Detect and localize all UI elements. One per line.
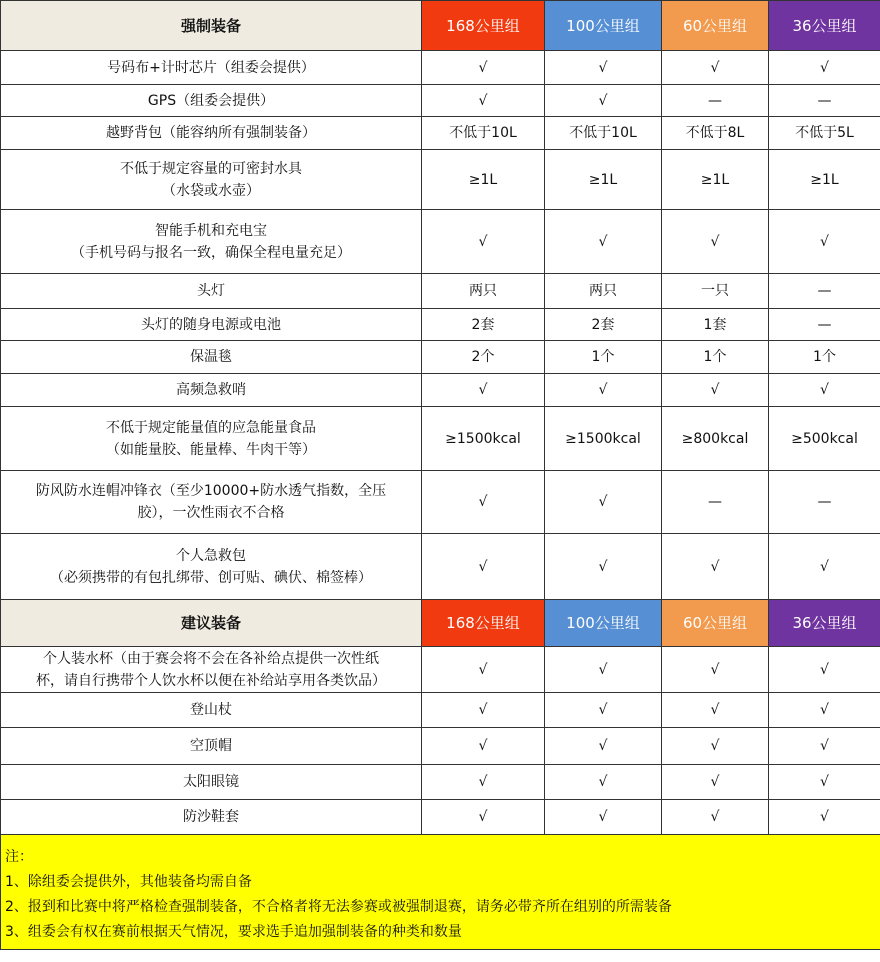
requirement-cell: √	[545, 693, 662, 728]
equipment-item-line: 登山杖	[190, 702, 232, 718]
requirement-cell: ≥1L	[769, 150, 880, 210]
suggested-row	[1, 765, 880, 800]
requirement-cell: 1个	[662, 341, 769, 374]
requirement-cell: √	[422, 85, 545, 117]
mandatory-header-row	[1, 1, 880, 51]
requirement-cell: ≥1L	[545, 150, 662, 210]
equipment-item-cell	[1, 374, 422, 407]
requirement-cell: 1套	[662, 309, 769, 341]
requirement-cell: 1个	[769, 341, 880, 374]
requirement-cell: 不低于8L	[662, 117, 769, 150]
equipment-item-cell	[1, 210, 422, 274]
requirement-cell: 不低于10L	[422, 117, 545, 150]
requirement-cell: √	[662, 51, 769, 85]
note-line: 1、除组委会提供外，其他装备均需自备	[5, 874, 252, 890]
equipment-item-line: （如能量胶、能量棒、牛肉干等）	[106, 441, 316, 458]
equipment-item-cell	[1, 647, 422, 693]
requirement-cell: √	[422, 765, 545, 800]
note-line: 3、组委会有权在赛前根据天气情况，要求选手追加强制装备的种类和数量	[5, 924, 462, 940]
equipment-item-line: 空顶帽	[190, 738, 232, 754]
requirement-cell: √	[769, 765, 880, 800]
requirement-cell: —	[769, 85, 880, 117]
requirement-cell: √	[545, 210, 662, 274]
requirement-cell: √	[545, 374, 662, 407]
requirement-cell: ≥500kcal	[769, 407, 880, 471]
equipment-item-line: 头灯	[197, 283, 225, 299]
equipment-item-cell	[1, 800, 422, 835]
equipment-item-line: 防沙鞋套	[183, 809, 239, 825]
requirement-cell: √	[662, 765, 769, 800]
requirement-cell: √	[545, 647, 662, 693]
group-header-168: 168公里组	[422, 600, 545, 647]
mandatory-row	[1, 51, 880, 85]
group-header-36: 36公里组	[769, 600, 880, 647]
requirement-cell: √	[422, 374, 545, 407]
suggested-header-row	[1, 600, 880, 647]
equipment-item-cell	[1, 274, 422, 309]
requirement-cell: 两只	[545, 274, 662, 309]
requirement-cell: √	[769, 800, 880, 835]
suggested-row	[1, 800, 880, 835]
group-header-60: 60公里组	[662, 600, 769, 647]
requirement-cell: √	[545, 85, 662, 117]
equipment-item-line: 头灯的随身电源或电池	[141, 316, 281, 333]
group-header-60: 60公里组	[662, 1, 769, 51]
requirement-cell: √	[545, 51, 662, 85]
equipment-item-line: 个人急救包	[176, 547, 246, 564]
requirement-cell: √	[769, 693, 880, 728]
requirement-cell: ≥1L	[662, 150, 769, 210]
requirement-cell: 两只	[422, 274, 545, 309]
requirement-cell: √	[545, 534, 662, 600]
requirement-cell: ≥800kcal	[662, 407, 769, 471]
requirement-cell: √	[662, 728, 769, 765]
requirement-cell: ≥1500kcal	[422, 407, 545, 471]
equipment-item-line: （水袋或水壶）	[162, 182, 260, 199]
equipment-item-line: 越野背包（能容纳所有强制装备）	[106, 125, 316, 141]
equipment-item-line: 太阳眼镜	[183, 774, 239, 790]
mandatory-row	[1, 471, 880, 534]
requirement-cell: 2个	[422, 341, 545, 374]
mandatory-row	[1, 117, 880, 150]
group-header-36: 36公里组	[769, 1, 880, 51]
requirement-cell: ≥1500kcal	[545, 407, 662, 471]
requirement-cell: √	[769, 374, 880, 407]
requirement-cell: √	[662, 693, 769, 728]
mandatory-row	[1, 274, 880, 309]
equipment-item-line: 保温毯	[190, 349, 232, 365]
equipment-item-line: 不低于规定能量值的应急能量食品	[106, 419, 316, 436]
mandatory-row	[1, 150, 880, 210]
requirement-cell: 2套	[545, 309, 662, 341]
equipment-item-cell	[1, 341, 422, 374]
equipment-item-cell	[1, 309, 422, 341]
requirement-cell: —	[769, 274, 880, 309]
equipment-item-cell	[1, 117, 422, 150]
mandatory-row	[1, 309, 880, 341]
equipment-item-line: （必须携带的有包扎绑带、创可贴、碘伏、棉签棒）	[50, 569, 372, 586]
mandatory-title: 强制装备	[1, 1, 422, 51]
notes-row	[1, 835, 880, 950]
notes-box	[1, 835, 880, 950]
requirement-cell: 1个	[545, 341, 662, 374]
mandatory-row	[1, 341, 880, 374]
requirement-cell: √	[662, 534, 769, 600]
equipment-item-cell	[1, 51, 422, 85]
equipment-item-cell	[1, 693, 422, 728]
suggested-row	[1, 693, 880, 728]
group-header-100: 100公里组	[545, 600, 662, 647]
equipment-item-line: （手机号码与报名一致，确保全程电量充足）	[71, 244, 351, 261]
suggested-row	[1, 728, 880, 765]
requirement-cell: √	[545, 800, 662, 835]
equipment-item-cell	[1, 728, 422, 765]
requirement-cell: √	[769, 647, 880, 693]
requirement-cell: —	[662, 85, 769, 117]
equipment-item-cell	[1, 407, 422, 471]
requirement-cell: √	[769, 728, 880, 765]
note-line: 2、报到和比赛中将严格检查强制装备，不合格者将无法参赛或被强制退赛，请务必带齐所在组别的所需装备	[5, 899, 672, 915]
requirement-cell: √	[662, 647, 769, 693]
suggested-title: 建议装备	[1, 600, 422, 647]
requirement-cell: √	[662, 210, 769, 274]
equipment-item-line: 杯，请自行携带个人饮水杯以便在补给站享用各类饮品）	[36, 672, 386, 689]
requirement-cell: √	[422, 51, 545, 85]
equipment-item-cell	[1, 85, 422, 117]
equipment-item-cell	[1, 765, 422, 800]
requirement-cell: √	[422, 471, 545, 534]
requirement-cell: 不低于5L	[769, 117, 880, 150]
requirement-cell: √	[545, 728, 662, 765]
requirement-cell: √	[545, 471, 662, 534]
equipment-item-line: 号码布+计时芯片（组委会提供）	[107, 59, 315, 76]
requirement-cell: √	[769, 534, 880, 600]
requirement-cell: 一只	[662, 274, 769, 309]
group-header-168: 168公里组	[422, 1, 545, 51]
equipment-item-line: 个人装水杯（由于赛会将不会在各补给点提供一次性纸	[43, 650, 379, 667]
equipment-item-line: 高频急救哨	[176, 382, 246, 398]
equipment-item-cell	[1, 534, 422, 600]
mandatory-row	[1, 374, 880, 407]
requirement-cell: √	[422, 800, 545, 835]
equipment-item-cell	[1, 150, 422, 210]
equipment-item-line: 防风防水连帽冲锋衣（至少10000+防水透气指数，全压	[35, 483, 387, 499]
requirement-cell: √	[422, 210, 545, 274]
requirement-cell: √	[422, 728, 545, 765]
requirement-cell: —	[662, 471, 769, 534]
equipment-item-line: 智能手机和充电宝	[155, 222, 267, 239]
mandatory-row	[1, 85, 880, 117]
equipment-item-line: GPS（组委会提供）	[147, 92, 275, 109]
requirement-cell: √	[662, 800, 769, 835]
requirement-cell: √	[422, 647, 545, 693]
mandatory-row	[1, 407, 880, 471]
requirement-cell: √	[769, 51, 880, 85]
requirement-cell: √	[422, 534, 545, 600]
equipment-item-cell	[1, 471, 422, 534]
requirement-cell: √	[422, 693, 545, 728]
mandatory-row	[1, 210, 880, 274]
equipment-item-line: 不低于规定容量的可密封水具	[120, 160, 302, 177]
mandatory-row	[1, 534, 880, 600]
requirement-cell: 不低于10L	[545, 117, 662, 150]
requirement-cell: √	[545, 765, 662, 800]
requirement-cell: √	[662, 374, 769, 407]
group-header-100: 100公里组	[545, 1, 662, 51]
requirement-cell: 2套	[422, 309, 545, 341]
requirement-cell: ≥1L	[422, 150, 545, 210]
requirement-cell: —	[769, 309, 880, 341]
equipment-item-line: 胶），一次性雨衣不合格	[137, 505, 285, 521]
requirement-cell: —	[769, 471, 880, 534]
notes-title: 注：	[5, 849, 33, 865]
suggested-row	[1, 647, 880, 693]
requirement-cell: √	[769, 210, 880, 274]
